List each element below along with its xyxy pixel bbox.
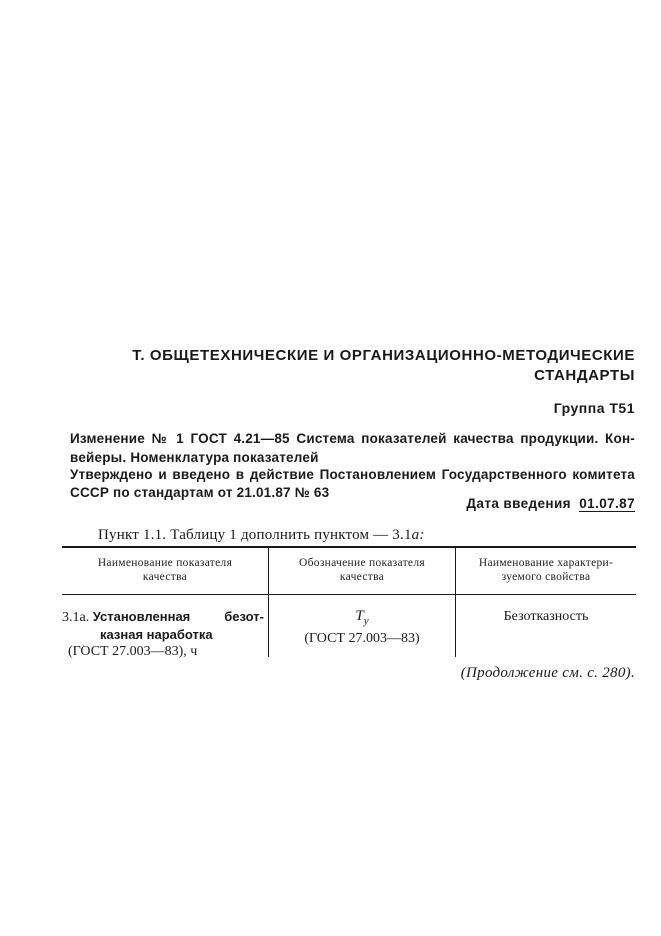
row-name-line3: (ГОСТ 27.003—83), ч [68, 644, 198, 659]
row-symbol-ref: (ГОСТ 27.003—83) [304, 631, 420, 646]
table-header-col2-line1: Обозначение показателя [299, 557, 425, 569]
table-header-col3-line1: Наименование характери- [478, 557, 614, 569]
row-name-line2: казная наработка [100, 627, 213, 642]
table-header-col1-line1: Наименование показателя [97, 557, 233, 569]
effective-date [466, 496, 635, 511]
row-name-part2: безот- [224, 609, 264, 624]
row-symbol [269, 608, 455, 630]
row-symbol-sub: у [363, 615, 369, 627]
section-title-line2: СТАНДАРТЫ [534, 367, 635, 384]
table-header-col3-line2: зуемого свойства [501, 571, 591, 583]
row-name-part1: Установленная [92, 609, 191, 624]
approval-line2: СССР по стандартам от 21.01.87 № 63 [70, 485, 330, 500]
table-top-rule [62, 546, 636, 548]
instruction-suffix: а: [411, 527, 425, 543]
change-notice-line2: вейеры. Номенклатура показателей [70, 450, 319, 465]
table-header-col1 [62, 556, 268, 584]
effective-date-label: Дата введения [466, 496, 571, 511]
table-header-col1-line2: качества [142, 571, 188, 583]
table-header-col2-line2: качества [339, 571, 385, 583]
row-name-line1 [62, 608, 264, 626]
table-row-property: Безотказность [503, 609, 589, 624]
continuation-note: (Продолжение см. с. 280). [460, 665, 635, 681]
row-number-and-name-start [62, 608, 190, 626]
effective-date-value: 01.07.87 [579, 496, 635, 511]
table-row-symbol [269, 608, 455, 647]
table-row-name [62, 608, 264, 660]
table-header-rule [62, 594, 636, 595]
table-header-col3 [456, 556, 636, 584]
instruction-text [98, 527, 425, 544]
row-number: 3.1а. [62, 610, 90, 625]
row-symbol-main: T [355, 608, 364, 624]
table-header-col2 [269, 556, 455, 584]
change-notice-line1: Изменение № 1 ГОСТ 4.21—85 Система показателей качества продукции. Кон- [70, 431, 635, 446]
section-title-line1: Т. ОБЩЕТЕХНИЧЕСКИЕ И ОРГАНИЗАЦИОННО-МЕТОДИЧЕСКИЕ [132, 347, 635, 364]
group-code: Группа Т51 [553, 400, 635, 416]
instruction-main: Пункт 1.1. Таблицу 1 дополнить пунктом — 3.1 [98, 527, 412, 543]
approval-line1: Утверждено и введено в действие Постановлением Государственного комитета [70, 467, 635, 482]
